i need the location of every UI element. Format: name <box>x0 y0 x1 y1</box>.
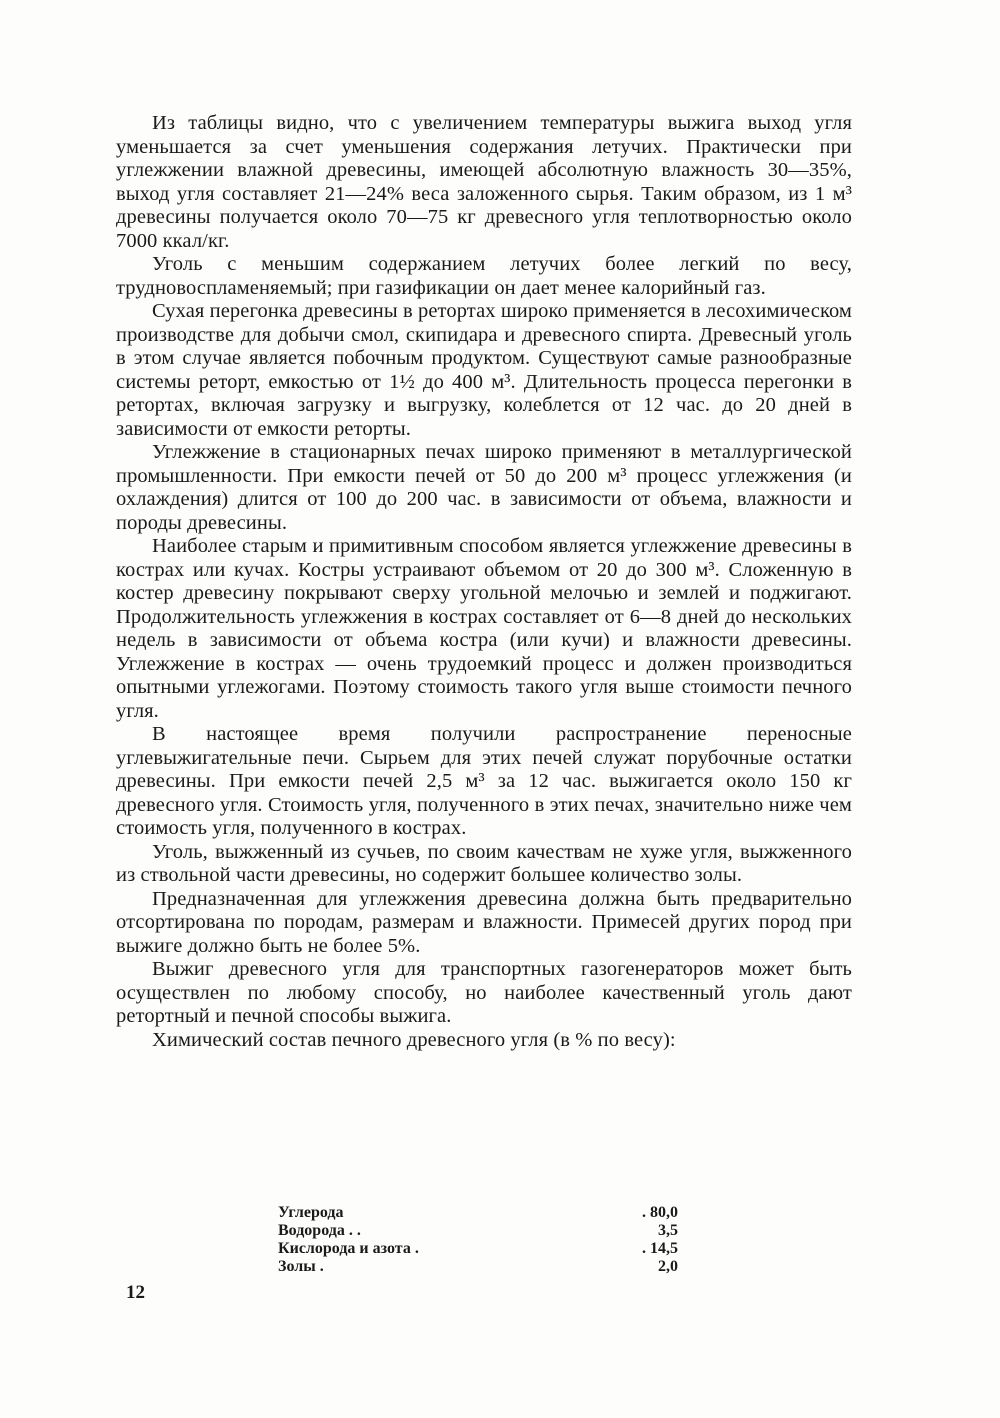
chemical-composition-list <box>278 1204 678 1276</box>
composition-name: Кислорода и азота . <box>278 1240 419 1257</box>
composition-row <box>278 1222 678 1240</box>
composition-name: Водорода . . <box>278 1222 361 1239</box>
composition-value: . 80,0 <box>642 1204 678 1221</box>
paragraph: Химический состав печного древесного угля (в % по весу): <box>152 1028 676 1051</box>
paragraph: Выжиг древесного угля для транспортных газогенераторов может быть осуществлен по любому способу, но наиболее качественный уголь дают ретортный и печной способы выжига. <box>116 958 852 1027</box>
paragraph: Из таблицы видно, что с увеличением температуры выжига выход угля уменьшается за счет уменьшения содержания летучих. Практически при углежжении влажной древесины, имеющей абсолютную влажность 30—35%, выход угля составляет 21—24% веса заложенного сырья. Таким образом, из 1 м³ древесины получается около 70—75 кг древесного угля теплотворностью около 7000 ккал/кг. <box>116 112 852 252</box>
paragraph: Наиболее старым и примитивным способом является углежжение древесины в кострах или кучах. Костры устраивают объемом от 20 до 300 м³. Сложенную в костер древесину покрывают сверху угольной мелочью и землей и поджигают. Продолжительность углежжения в кострах составляет от 6—8 дней до нескольких недель в зависимости от объема костра (или кучи) и влажности древесины. Углежжение в кострах — очень трудоемкий процесс и должен производиться опытными углежогами. Поэтому стоимость такого угля выше стоимости печного угля. <box>116 535 852 722</box>
composition-value: . 14,5 <box>642 1240 678 1257</box>
composition-value: 3,5 <box>658 1222 678 1239</box>
paragraph: Уголь, выжженный из сучьев, по своим качествам не хуже угля, выжженного из ствольной части древесины, но содержит большее количество золы. <box>116 840 852 886</box>
page-number: 12 <box>126 1282 145 1303</box>
composition-row <box>278 1258 678 1276</box>
composition-name: Углерода <box>278 1204 344 1221</box>
paragraph: Предназначенная для углежжения древесина должна быть предварительно отсортирована по породам, размерам и влажности. Примесей других пород при выжиге должно быть не более 5%. <box>116 887 852 957</box>
paragraph: Углежжение в стационарных печах широко применяют в металлургической промышленности. При емкости печей от 50 до 200 м³ процесс углежжения (и охлаждения) длится от 100 до 200 час. в зависимости от объема, влажности и породы древесины. <box>116 441 852 534</box>
composition-name: Золы . <box>278 1258 324 1275</box>
paragraph: Уголь с меньшим содержанием летучих более легкий по весу, трудновоспламеняемый; при газификации он дает менее калорийный газ. <box>116 253 852 299</box>
composition-row <box>278 1240 678 1258</box>
body-text <box>116 112 852 1052</box>
composition-row <box>278 1204 678 1222</box>
composition-value: 2,0 <box>658 1258 678 1275</box>
paragraph: В настоящее время получили распространение переносные углевыжигательные печи. Сырьем для этих печей служат порубочные остатки древесины. При емкости печей 2,5 м³ за 12 час. выжигается около 150 кг древесного угля. Стоимость угля, полученного в этих печах, значительно ниже чем стоимость угля, полученного в кострах. <box>116 723 852 839</box>
paragraph: Сухая перегонка древесины в ретортах широко применяется в лесохимическом производстве для добычи смол, скипидара и древесного спирта. Древесный уголь в этом случае является побочным продуктом. Существуют самые разнообразные системы реторт, емкостью от 1½ до 400 м³. Длительность процесса перегонки в ретортах, включая загрузку и выгрузку, колеблется от 12 час. до 20 дней в зависимости от емкости реторты. <box>116 300 852 440</box>
